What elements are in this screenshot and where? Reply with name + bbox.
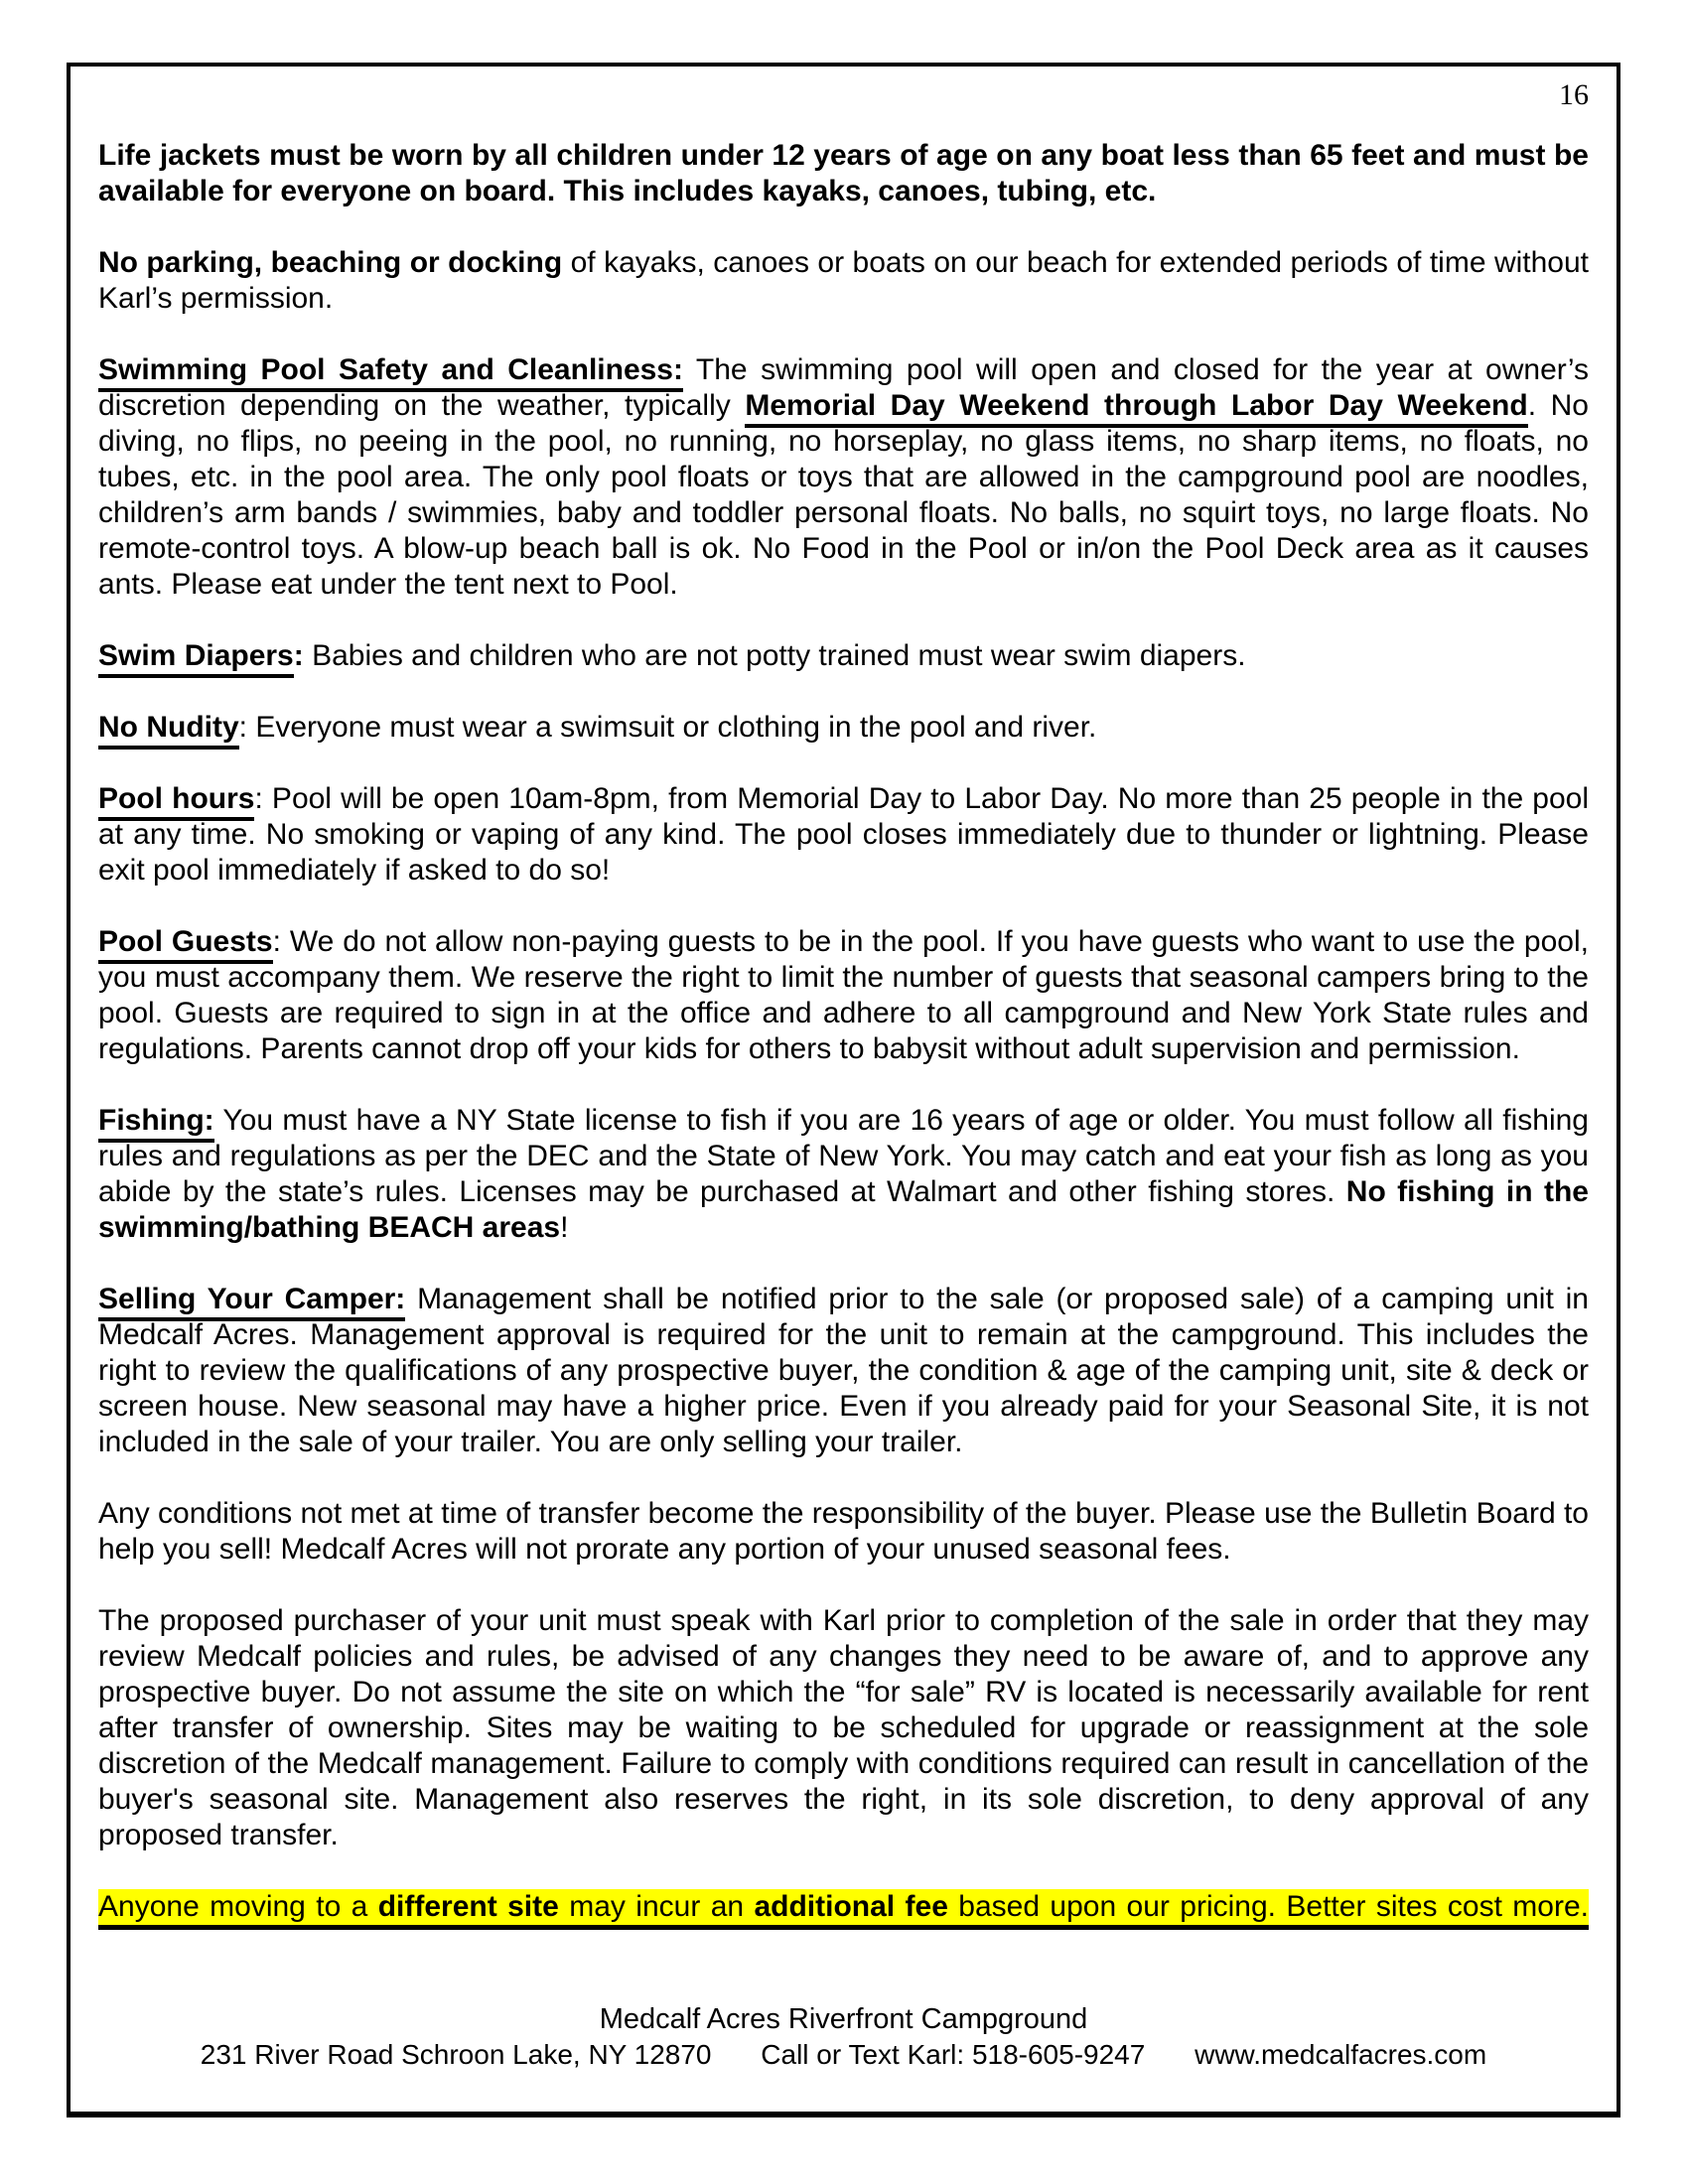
footer-phone: Call or Text Karl: 518-605-9247 — [761, 2039, 1146, 2070]
text-segment: additional fee — [754, 1890, 948, 1923]
text-segment: : Pool will be open 10am-8pm, from Memorial Day to Labor Day. No more than 25 people in the pool at any time. No smoking or vaping of any kind. The pool closes immediately due to thunder or lightning. Please exit pool immediately if asked to do so! — [98, 782, 1590, 887]
paragraph-no-parking-beaching-docking — [98, 245, 1589, 317]
paragraph-selling-your-camper — [98, 1282, 1589, 1460]
document-body — [98, 138, 1589, 1930]
footer-title: Medcalf Acres Riverfront Campground — [599, 2003, 1088, 2035]
text-segment: . No diving, no flips, no peeing in the pool, no running, no horseplay, no glass items, no sharp items, no floats, no tubes, etc. in the pool area. The only pool floats or toys that are allowed in the campground pool are noodles, children’s arm bands / swimmies, baby and toddler personal floats. No balls, no squirt toys, no large floats. No remote-control toys. A blow-up beach ball is ok. No Food in the Pool or in/on the Pool Deck area as it causes ants. Please eat under the tent next to Pool. — [98, 389, 1589, 601]
paragraph-pool-hours — [98, 781, 1589, 888]
paragraph-conditions-at-transfer — [98, 1496, 1589, 1568]
paragraph-no-nudity — [98, 710, 1589, 746]
text-segment: Pool Guests — [98, 925, 273, 964]
text-segment: Management shall be notified prior to the sale (or proposed sale) of a camping unit in Medcalf Acres. Management approval is required for the unit to remain at the campground. This includes the right to review the qualifications of any prospective buyer, the condition & age of the camping unit, site & deck or screen house. New seasonal may have a higher price. Even if you already paid for your Seasonal Site, it is not included in the sale of your trailer. You are only selling your trailer. — [98, 1283, 1589, 1458]
text-segment: Memorial Day Weekend through Labor Day Weekend — [745, 389, 1527, 428]
text-segment: Any conditions not met at time of transfer become the responsibility of the buyer. Please use the Bulletin Board to help you sell! Medcalf Acres will not prorate any portion of your unused seasonal fees. — [98, 1497, 1589, 1566]
text-segment: Swimming Pool Safety and Cleanliness: — [98, 353, 683, 392]
paragraph-pool-guests — [98, 924, 1589, 1067]
text-segment: You must have a NY State license to fish if you are 16 years of age or older. You must follow all fishing rules and regulations as per the DEC and the State of New York. You may catch and eat your fish as long as you abide by the state’s rules. Licenses may be purchased at Walmart and other fishing stores. — [98, 1104, 1589, 1208]
text-segment: Fishing: — [98, 1104, 214, 1143]
paragraph-swimming-pool-safety — [98, 352, 1589, 603]
footer — [70, 2002, 1617, 2072]
text-segment: Babies and children who are not potty trained must wear swim diapers. — [303, 639, 1246, 672]
text-segment: : We do not allow non-paying guests to be in the pool. If you have guests who want to use the pool, you must accompany them. We reserve the right to limit the number of guests that seasonal campers bring to the pool. Guests are required to sign in at the office and adhere to all campground and New York State rules and regulations. Parents cannot drop off your kids for others to babysit without adult supervision and permission. — [98, 925, 1589, 1065]
text-segment: Selling Your Camper: — [98, 1283, 405, 1321]
text-segment: different site — [377, 1890, 559, 1923]
text-segment: The swimming pool will open and closed for the year at owner’s discretion depending on the weather, typically — [98, 353, 1589, 422]
footer-contact-line — [70, 2037, 1617, 2072]
text-segment: The proposed purchaser of your unit must speak with Karl prior to completion of the sale in order that they may review Medcalf policies and rules, be advised of any changes they need to be aware of, and to approve any prospective buyer. Do not assume the site on which the “for sale” RV is located is necessarily available for rent after transfer of ownership. Sites may be waiting to be scheduled for upgrade or reassignment at the sole discretion of the Medcalf management. Failure to comply with conditions required can result in cancellation of the buyer's seasonal site. Management also reserves the right, in its sole discretion, to deny approval of any proposed transfer. — [98, 1604, 1589, 1851]
text-segment: Anyone moving to a — [98, 1890, 378, 1923]
text-segment: No Nudity — [98, 711, 239, 750]
text-segment: Life jackets must be worn by all children under 12 years of age on any boat less than 65 feet and must be available for everyone on board. This includes kayaks, canoes, tubing, etc. — [98, 139, 1589, 207]
text-segment: may incur an — [558, 1890, 755, 1923]
text-segment: : — [293, 639, 304, 672]
text-segment: Swim Diapers — [98, 639, 294, 678]
text-segment: Pool hours — [98, 782, 254, 821]
page-number: 16 — [1559, 78, 1589, 111]
footer-address: 231 River Road Schroon Lake, NY 12870 — [200, 2039, 712, 2070]
text-segment: of kayaks, canoes or boats on our beach for extended periods of time without Karl’s permission. — [98, 246, 1590, 315]
text-segment: No fishing in the swimming/bathing BEACH areas — [98, 1175, 1589, 1244]
text-segment: : Everyone must wear a swimsuit or clothing in the pool and river. — [238, 711, 1097, 744]
text-segment: ! — [560, 1211, 569, 1244]
page-border — [67, 63, 1620, 2117]
paragraph-life-jackets — [98, 138, 1589, 209]
paragraph-swim-diapers — [98, 638, 1589, 674]
text-segment: based upon our pricing. Better sites cost more. — [947, 1890, 1589, 1923]
paragraph-different-site-fee-note — [98, 1889, 1589, 1930]
paragraph-proposed-purchaser — [98, 1603, 1589, 1853]
paragraph-fishing — [98, 1103, 1589, 1246]
text-segment: No parking, beaching or docking — [98, 246, 563, 279]
footer-website: www.medcalfacres.com — [1195, 2039, 1487, 2070]
